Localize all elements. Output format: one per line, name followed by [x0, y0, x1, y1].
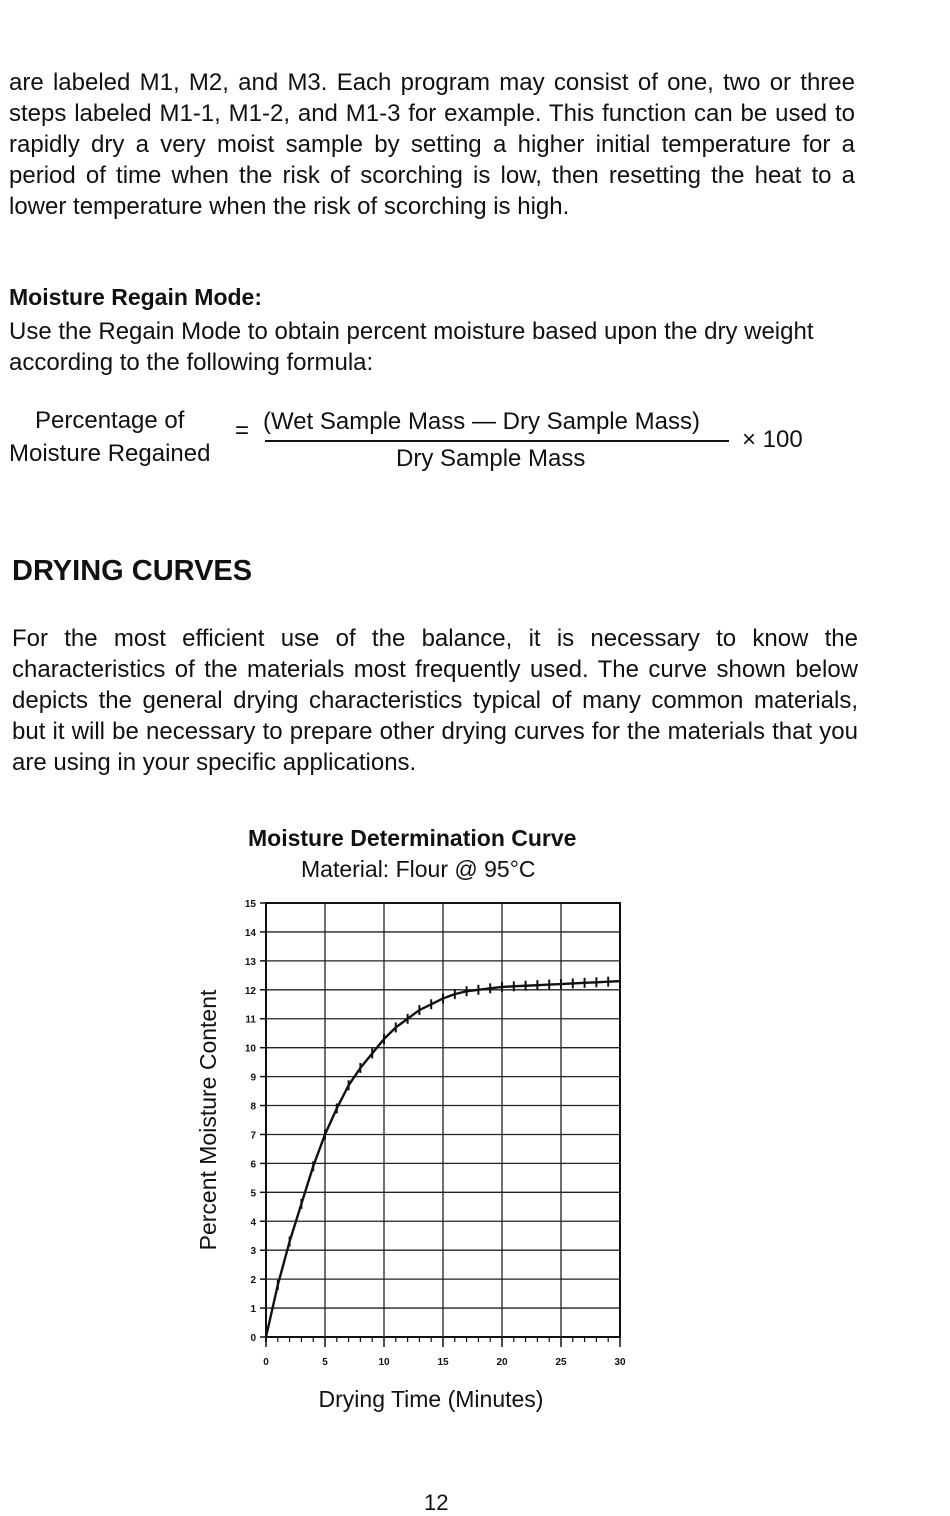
y-tick-label: 2 [250, 1275, 256, 1287]
y-tick-label: 1 [250, 1304, 256, 1316]
y-tick-label: 0 [250, 1333, 256, 1344]
x-tick-label: 0 [263, 1357, 269, 1368]
y-tick-label: 7 [250, 1130, 256, 1142]
y-axis-label: Percent Moisture Content [195, 989, 221, 1251]
formula-multiplier: × 100 [742, 426, 803, 453]
intro-paragraph: are labeled M1, M2, and M3. Each program may consist of one, two or three steps labeled M1-1, M1-2, and M1-3 for example. This function can be used to rapidly dry a very moist sample by setting a higher initial temperature for a period of time when the risk of scorching is low, then resetting the heat to a lower temperature when the risk of scorching is high. [9, 69, 855, 220]
formula-fraction-bar [265, 440, 729, 442]
regain-formula [9, 407, 829, 477]
y-tick-label: 12 [244, 985, 256, 997]
x-tick-label: 10 [378, 1357, 390, 1368]
y-tick-label: 4 [250, 1217, 256, 1229]
y-tick-label: 14 [244, 927, 256, 939]
x-tick-label: 30 [614, 1357, 626, 1368]
page-number: 12 [424, 1490, 449, 1515]
y-tick-label: 11 [245, 1014, 256, 1026]
x-axis-label: Drying Time (Minutes) [318, 1386, 544, 1412]
y-tick-label: 15 [244, 899, 256, 910]
formula-lhs-line2: Moisture Regained [9, 440, 211, 467]
y-tick-label: 13 [244, 956, 256, 968]
y-tick-label: 10 [244, 1043, 256, 1055]
formula-denominator: Dry Sample Mass [396, 445, 586, 472]
chart-title: Moisture Determination Curve [248, 825, 577, 851]
series-line [266, 981, 620, 1337]
y-tick-label: 9 [250, 1072, 256, 1084]
y-tick-label: 3 [250, 1246, 256, 1258]
formula-lhs-line1: Percentage of [35, 407, 185, 434]
plot-frame [266, 903, 620, 1337]
regain-mode-heading: Moisture Regain Mode: [9, 284, 263, 310]
drying-curves-body: For the most efficient use of the balance, it is necessary to know the characteristics of the materials most frequently used. The curve shown below depicts the general drying characteristics typical of many common materials, but it will be necessary to prepare other drying curves for the materials that you are using in your specific applications. [12, 625, 858, 776]
x-tick-label: 15 [437, 1357, 449, 1368]
x-tick-label: 5 [322, 1357, 328, 1368]
y-tick-label: 8 [250, 1101, 256, 1113]
x-tick-label: 25 [555, 1357, 567, 1368]
formula-equals: = [235, 417, 250, 444]
regain-mode-body: Use the Regain Mode to obtain percent moisture based upon the dry weight according to the following formula: [9, 318, 814, 376]
drying-curves-heading: DRYING CURVES [12, 555, 253, 587]
formula-numerator: (Wet Sample Mass — Dry Sample Mass) [263, 408, 700, 435]
x-tick-label: 20 [496, 1357, 508, 1368]
y-tick-label: 6 [250, 1159, 256, 1171]
chart-subtitle: Material: Flour @ 95°C [301, 856, 536, 882]
y-tick-label: 5 [250, 1188, 256, 1200]
